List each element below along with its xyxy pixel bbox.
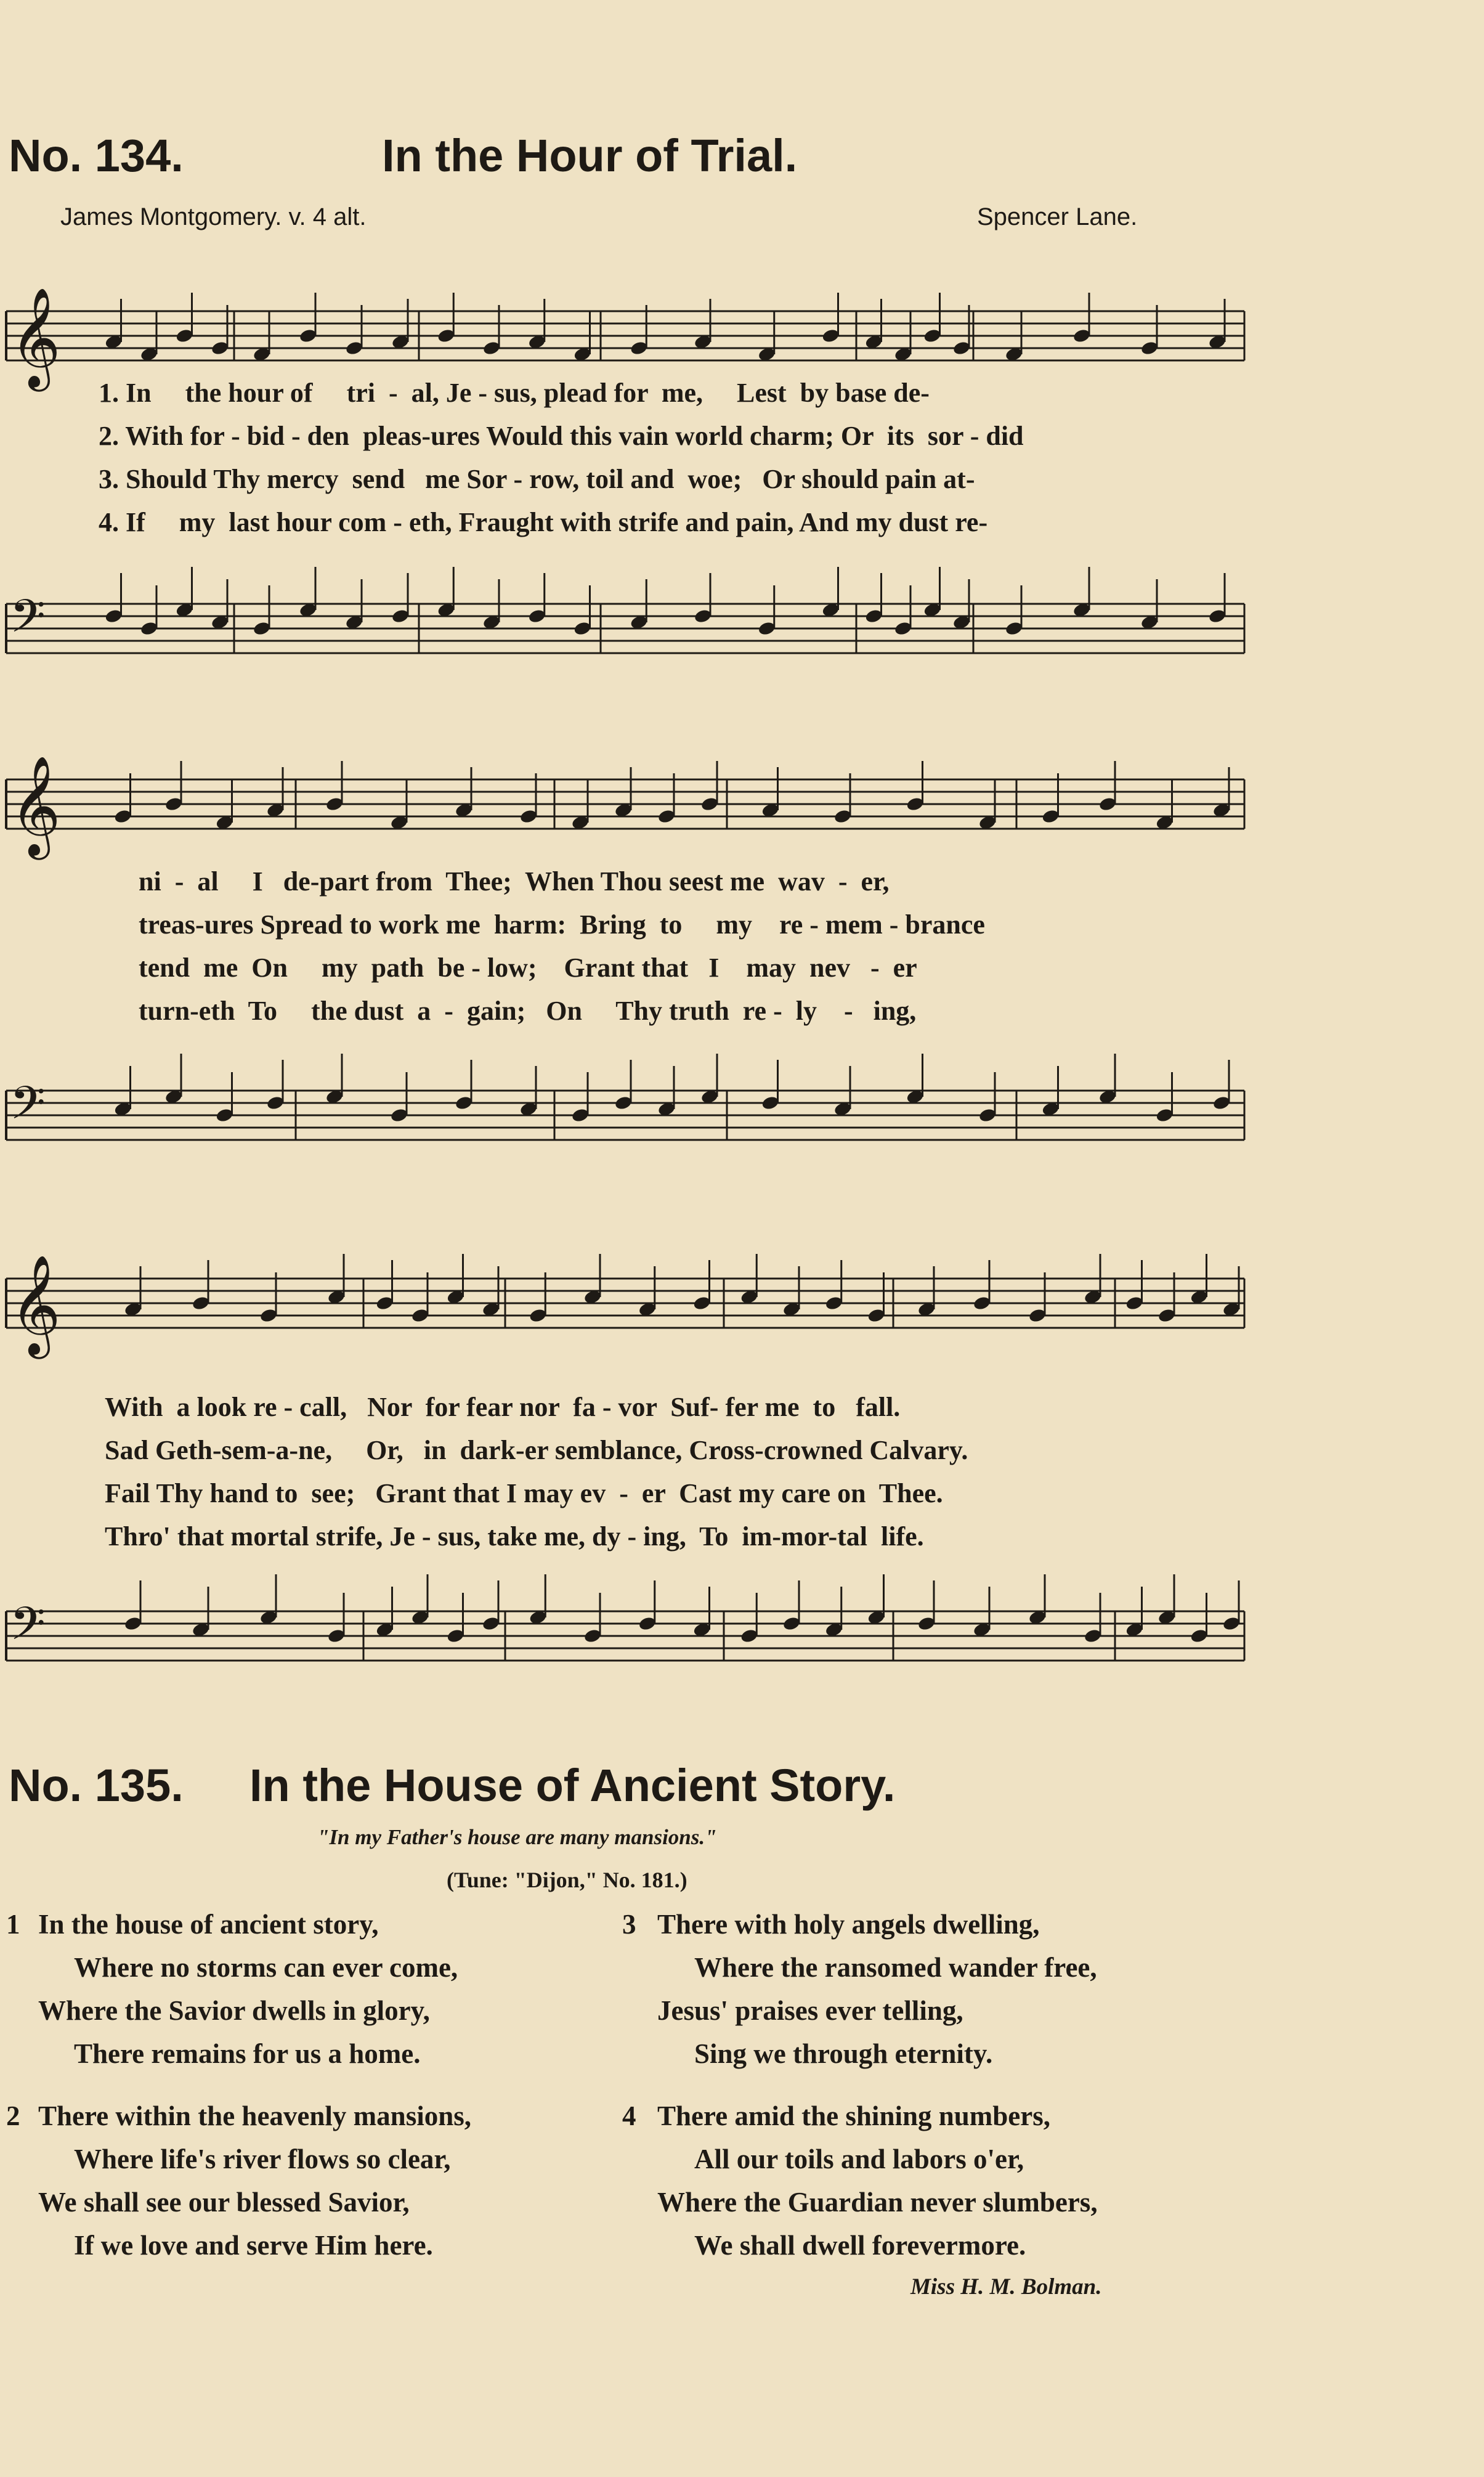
verse-line-3: Where the Guardian never slumbers,	[657, 2187, 1098, 2218]
hymn-134-system-3-line-3: Fail Thy hand to see; Grant that I may ev - er Cast my care on Thee.	[105, 1478, 943, 1508]
verse-line-3: Jesus' praises ever telling,	[657, 1995, 963, 2026]
verse-line-2: Where life's river flows so clear,	[74, 2144, 451, 2174]
treble-clef-icon: 𝄞	[10, 1255, 61, 1355]
hymn-134-words-by: James Montgomery. v. 4 alt.	[60, 203, 367, 230]
hymn-134-number: No. 134.	[9, 130, 184, 181]
verse-line-1: There within the heavenly mansions,	[38, 2101, 471, 2131]
hymn-134-title: In the Hour of Trial.	[382, 130, 798, 181]
bass-staff-system-1	[0, 555, 1251, 702]
hymn-134-system-3-line-4: Thro' that mortal strife, Je - sus, take me, dy - ing, To im-mor-tal life.	[105, 1521, 924, 1552]
verse-line-2: All our toils and labors o'er,	[694, 2144, 1024, 2174]
verse-line-4: There remains for us a home.	[74, 2038, 421, 2069]
hymn-134-system-1-line-3: 3. Should Thy mercy send me Sor - row, toil and woe; Or should pain at-	[99, 464, 975, 494]
hymn-134-system-1-line-2: 2. With for - bid - den pleas-ures Would this vain world charm; Or its sor - did	[99, 421, 1024, 451]
treble-staff-system-2	[0, 730, 1251, 856]
verse-line-1: In the house of ancient story,	[38, 1909, 379, 1940]
hymn-134-system-2-line-1: ni - al I de-part from Thee; When Thou seest me wav - er,	[139, 866, 890, 897]
bass-clef-icon: 𝄢	[10, 1597, 46, 1662]
treble-staff-system-1	[0, 262, 1251, 388]
verse-number: 1	[6, 1909, 20, 1940]
bass-staff-system-2	[0, 1041, 1251, 1189]
verse-line-4: If we love and serve Him here.	[74, 2230, 433, 2261]
hymn-134-system-2-line-2: treas-ures Spread to work me harm: Bring to my re - mem - brance	[139, 909, 985, 940]
hymn-134-system-3-line-1: With a look re - call, Nor for fear nor fa - vor Suf- fer me to fall.	[105, 1392, 901, 1422]
hymn-135-epigraph: "In my Father's house are many mansions."	[317, 1825, 717, 1849]
verse-line-4: We shall dwell forevermore.	[694, 2230, 1026, 2261]
hymn-134-system-2-line-4: turn-eth To the dust a - gain; On Thy truth re - ly - ing,	[139, 996, 917, 1026]
verse-number: 3	[622, 1909, 636, 1940]
verse-line-1: There amid the shining numbers,	[657, 2101, 1051, 2131]
bass-clef-icon: 𝄢	[10, 1076, 46, 1141]
hymn-134-system-1-line-4: 4. If my last hour com - eth, Fraught with strife and pain, And my dust re-	[99, 507, 988, 537]
verse-line-3: Where the Savior dwells in glory,	[38, 1995, 430, 2026]
hymn-135-tune-note: (Tune: "Dijon," No. 181.)	[447, 1868, 687, 1892]
verse-line-3: We shall see our blessed Savior,	[38, 2187, 410, 2218]
hymn-135-number: No. 135.	[9, 1760, 184, 1811]
hymn-134-system-1-line-1: 1. In the hour of tri - al, Je - sus, plead for me, Lest by base de-	[99, 378, 930, 408]
bass-clef-icon: 𝄢	[10, 590, 46, 654]
verse-number: 2	[6, 2101, 20, 2131]
hymn-135-title: In the House of Ancient Story.	[249, 1760, 896, 1811]
hymn-134-system-3-line-2: Sad Geth-sem-a-ne, Or, in dark-er semblance, Cross-crowned Calvary.	[105, 1435, 968, 1465]
hymn-134-system-2-line-3: tend me On my path be - low; Grant that I may nev - er	[139, 953, 917, 983]
bass-staff-system-3	[0, 1562, 1251, 1710]
verse-number: 4	[622, 2101, 636, 2131]
treble-clef-icon: 𝄞	[10, 755, 61, 856]
hymn-134-music-by: Spencer Lane.	[977, 203, 1138, 230]
verse-line-2: Where no storms can ever come,	[74, 1952, 458, 1983]
treble-clef-icon: 𝄞	[10, 287, 61, 388]
treble-staff-system-3	[0, 1229, 1251, 1377]
verse-line-2: Where the ransomed wander free,	[694, 1952, 1097, 1983]
verse-line-4: Sing we through eternity.	[694, 2038, 993, 2069]
hymn-135-author: Miss H. M. Bolman.	[910, 2274, 1102, 2300]
verse-line-1: There with holy angels dwelling,	[657, 1909, 1040, 1940]
